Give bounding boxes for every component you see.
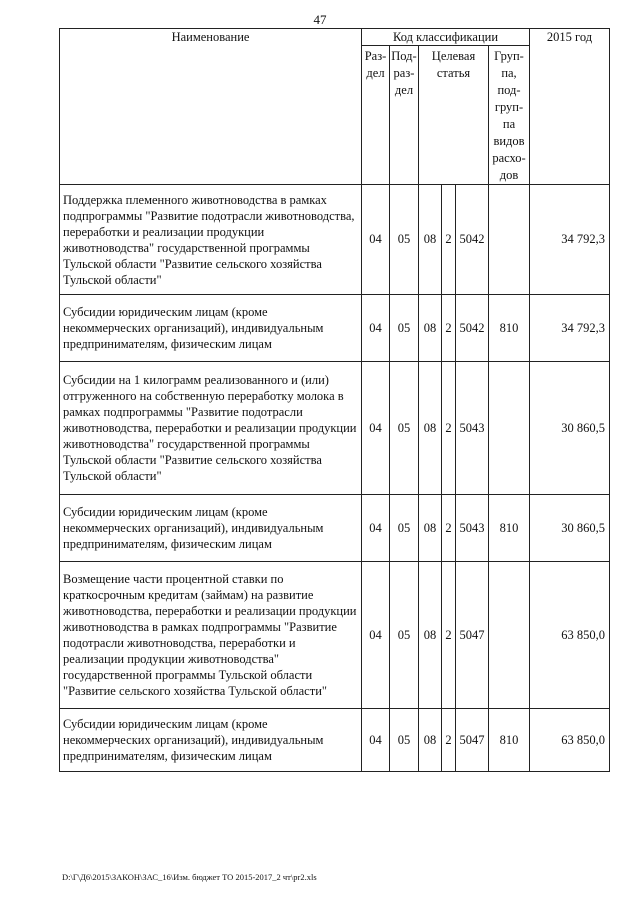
header-target-item: Целевая статья (419, 46, 489, 185)
table-row (60, 495, 610, 562)
row-amount: 30 860,5 (530, 362, 610, 495)
row-target-c: 5047 (456, 709, 489, 772)
footer-file-path: D:\Г\Д6\2015\ЗАКОН\ЗАС_16\Изм. бюджет ТО 2015-2017_2 чт\pr2.xls (62, 872, 317, 882)
row-section: 04 (362, 709, 390, 772)
table-row (60, 709, 610, 772)
row-subsection: 05 (390, 495, 419, 562)
row-target-a: 08 (419, 295, 442, 362)
header-name: Наименование (60, 29, 362, 185)
row-target-b: 2 (442, 709, 456, 772)
row-target-b: 2 (442, 562, 456, 709)
row-name: Субсидии юридическим лицам (кроме некоммерческих организаций), индивидуальным предпринимателям, физическим лицам (60, 709, 362, 772)
table-row (60, 562, 610, 709)
row-section: 04 (362, 562, 390, 709)
row-target-c: 5043 (456, 495, 489, 562)
table-row (60, 362, 610, 495)
row-name: Субсидии на 1 килограмм реализованного и (или) отгруженного на собственную переработку молока в рамках подпрограммы "Развитие подотрасли животноводства, переработки и реализации продукции животноводства" государственной программы Тульской области "Развитие сельского хозяйства Тульской области" (60, 362, 362, 495)
row-target-b: 2 (442, 295, 456, 362)
row-section: 04 (362, 495, 390, 562)
header-year: 2015 год (530, 29, 610, 185)
row-section: 04 (362, 362, 390, 495)
row-subsection: 05 (390, 362, 419, 495)
row-target-c: 5043 (456, 362, 489, 495)
row-expense-group: 810 (489, 709, 530, 772)
row-amount: 34 792,3 (530, 185, 610, 295)
row-target-a: 08 (419, 709, 442, 772)
row-expense-group: 810 (489, 495, 530, 562)
header-row-main (60, 29, 610, 46)
row-name: Субсидии юридическим лицам (кроме некоммерческих организаций), индивидуальным предпринимателям, физическим лицам (60, 295, 362, 362)
row-target-c: 5042 (456, 185, 489, 295)
row-amount: 30 860,5 (530, 495, 610, 562)
row-subsection: 05 (390, 295, 419, 362)
row-target-a: 08 (419, 185, 442, 295)
header-subsection: Под- раз- дел (390, 46, 419, 185)
row-expense-group: 810 (489, 295, 530, 362)
row-target-b: 2 (442, 362, 456, 495)
row-target-b: 2 (442, 495, 456, 562)
budget-table (59, 28, 610, 772)
table-row (60, 185, 610, 295)
row-target-a: 08 (419, 362, 442, 495)
row-subsection: 05 (390, 185, 419, 295)
row-target-a: 08 (419, 562, 442, 709)
row-target-b: 2 (442, 185, 456, 295)
row-name: Поддержка племенного животноводства в рамках подпрограммы "Развитие подотрасли животноводства, переработки и реализации продукции животноводства" государственной программы Тульской области "Развитие сельского хозяйства Тульской области" (60, 185, 362, 295)
row-amount: 63 850,0 (530, 709, 610, 772)
table-row (60, 295, 610, 362)
row-target-c: 5047 (456, 562, 489, 709)
row-name: Субсидии юридическим лицам (кроме некоммерческих организаций), индивидуальным предпринимателям, физическим лицам (60, 495, 362, 562)
row-section: 04 (362, 295, 390, 362)
header-section: Раз- дел (362, 46, 390, 185)
row-name: Возмещение части процентной ставки по краткосрочным кредитам (займам) на развитие животноводства, переработки и реализации продукции животноводства в рамках подпрограммы "Развитие подотрасли животноводства, переработки и реализации продукции животноводства" государственной программы Тульской области "Развитие сельского хозяйства Тульской области" (60, 562, 362, 709)
header-classification: Код классификации (362, 29, 530, 46)
row-expense-group (489, 562, 530, 709)
row-expense-group (489, 185, 530, 295)
row-section: 04 (362, 185, 390, 295)
row-target-c: 5042 (456, 295, 489, 362)
row-amount: 63 850,0 (530, 562, 610, 709)
row-expense-group (489, 362, 530, 495)
row-target-a: 08 (419, 495, 442, 562)
row-amount: 34 792,3 (530, 295, 610, 362)
row-subsection: 05 (390, 562, 419, 709)
row-subsection: 05 (390, 709, 419, 772)
page-number: 47 (313, 12, 327, 27)
header-expense-group: Груп- па, под- груп- па видов расхо- дов (489, 46, 530, 185)
